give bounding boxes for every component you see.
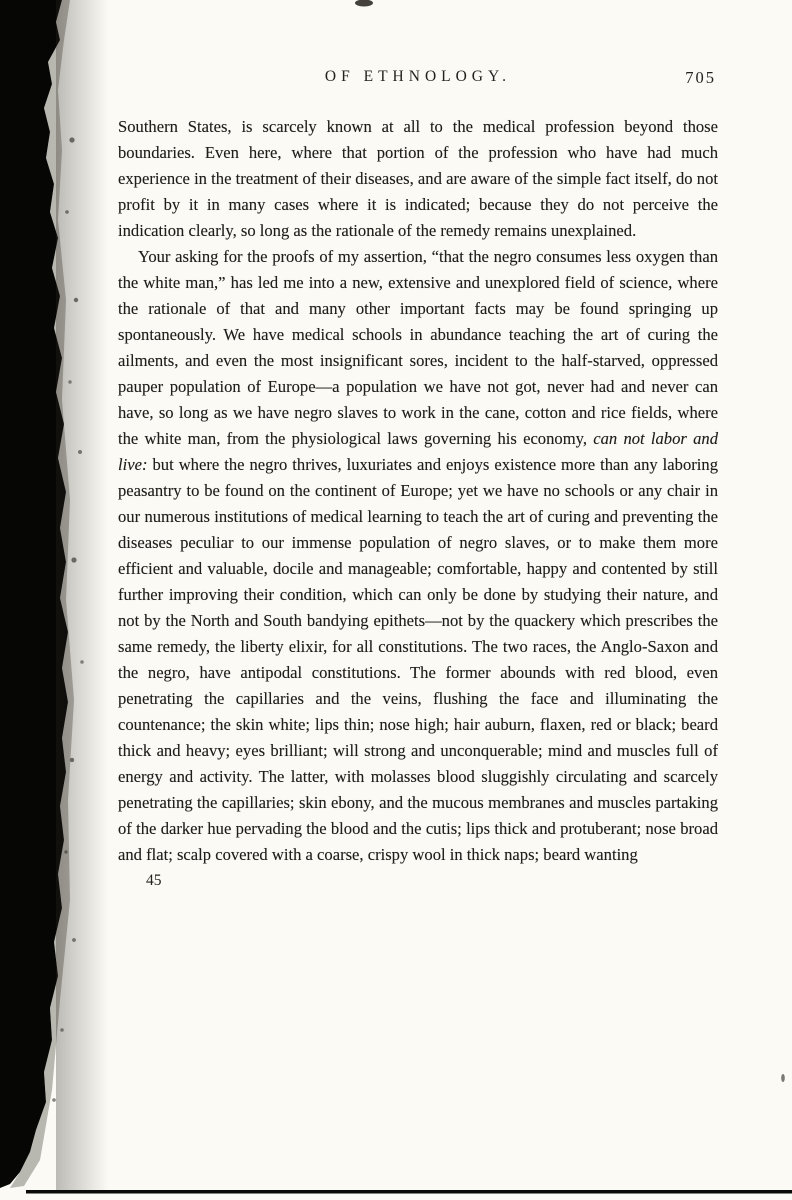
bottom-scan-line [26,1190,792,1194]
paragraph-text: Your asking for the proofs of my assertion, “that the negro consumes less oxygen than the white man,” has led me into a new, extensive and unexplored field of science, where the rationale of that and many other important facts may be found springing up spontaneously. We have medical schools in abundance teaching the art of curing the ailments, and even the most insignificant sores, incident to the half-starved, oppressed pauper population of Europe—a population we have not got, never had and never can have, so long as we have negro slaves to work in the cane, cotton and rice fields, where the white man, from the physiological laws governing his economy, [118,247,718,448]
signature-mark: 45 [146,872,162,889]
running-header [118,68,718,92]
page-number: 705 [685,68,716,87]
page-title: OF ETHNOLOGY. [324,68,512,85]
paragraph-text: but where the negro thrives, luxuriates and enjoys existence more than any laboring peasantry to be found on the continent of Europe; yet we have no schools or any chair in our numerous institutions of medical learning to teach the art of curing and preventing the diseases peculiar to our immense population of negro slaves, or to make them more efficient and valuable, docile and manageable; comfortable, happy and contented by still further improving their condition, which can only be done by studying their nature, and not by the North and South bandying epithets—not by the quackery which prescribes the same remedy, the liberty elixir, for all constitutions. The two races, the Anglo-Saxon and the negro, have antipodal constitutions. The former abounds with red blood, even penetrating the capillaries and the veins, flushing the face and illuminating the countenance; the skin white; lips thin; nose high; hair auburn, flaxen, red or black; beard thick and heavy; eyes brilliant; will strong and unconquerable; mind and muscles full of energy and activity. The latter, with molasses blood sluggishly circulating and scarcely penetrating the capillaries; skin ebony, and the mucous membranes and muscles partaking of the darker hue pervading the blood and the cutis; lips thick and protuberant; nose broad and flat; scalp covered with a coarse, crispy wool in thick naps; beard wanting [118,455,718,864]
page-content [118,68,718,890]
paragraph [118,244,718,868]
paragraph [118,114,718,244]
paragraph-text: Southern States, is scarcely known at all to the medical profession beyond those boundaries. Even here, where that portion of the profession who have had much experience in the treatment of their diseases, and are aware of the simple fact itself, do not profit by it in many cases where it is indicated; because they do not perceive the indication clearly, so long as the rationale of the remedy remains unexplained. [118,117,718,240]
italic-phrase: can not labor and live: [118,429,718,474]
edge-fade-shadow [56,0,108,1190]
